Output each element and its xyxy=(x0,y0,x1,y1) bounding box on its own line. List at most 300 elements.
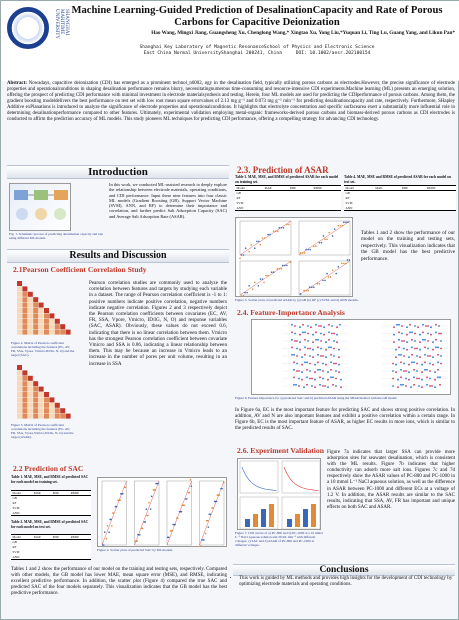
scatter-point xyxy=(326,273,328,275)
table-header-cell: MAE xyxy=(32,491,51,496)
shap-point xyxy=(301,371,303,373)
table2-caption: Table 2. MAE, MSE, and RMSE of predicted SAC for each model on test set. xyxy=(11,520,89,529)
shap-point xyxy=(322,385,324,387)
shap-point xyxy=(331,333,333,335)
shap-point xyxy=(299,334,301,336)
shap-point xyxy=(414,333,416,335)
scatter-point xyxy=(264,237,266,239)
shap-point xyxy=(296,355,298,357)
heatmap-cell xyxy=(17,381,22,386)
heatmap-cell xyxy=(22,292,27,297)
scatter-point xyxy=(278,227,280,229)
scatter-point xyxy=(141,528,143,530)
validation-text: Figure 7a indicates that larger SSA can provide more adsorption sites for seawater desalination, which is consistent with the ML results. Figure 7b indicates that higher conductivity can adsorb more salt ions. Figures 7c and 7d respectively show the ASAR values of PC-800 and PC-1000 in a 10 mmol L⁻¹ NaCl aqueous solution, as well as the difference in ASAR between PC-1000 and different ECs at a voltage of 1.2 V. In addition, the ASAR results are similar to the SAC results, indicating that SSA, AV, FR has important and unique effects on both SAC and ASAR. xyxy=(327,450,455,510)
shap-point xyxy=(335,363,337,365)
shap-point xyxy=(432,341,434,343)
shap-point xyxy=(309,355,311,357)
shap-point xyxy=(411,339,413,341)
shap-point xyxy=(395,371,397,373)
shap-point xyxy=(397,379,399,381)
table2-sac-test xyxy=(11,534,91,560)
model-name-cell: SVM xyxy=(12,506,20,510)
scatter-point xyxy=(145,508,147,510)
fit-line xyxy=(200,481,225,545)
heatmap-cell xyxy=(22,330,27,335)
fig5-scatter-grid xyxy=(235,217,353,297)
scatter-point xyxy=(324,280,326,282)
scatter-point xyxy=(262,278,264,280)
scatter-point xyxy=(332,235,334,237)
schematic-diagram xyxy=(10,184,72,232)
value-cell xyxy=(425,206,456,211)
shap-point xyxy=(395,356,397,358)
shap-point xyxy=(293,384,295,386)
scatter-point xyxy=(201,539,203,541)
scatter-sac xyxy=(98,478,228,548)
shap-point xyxy=(416,378,418,380)
shap-point xyxy=(419,341,421,343)
shap-point xyxy=(396,324,398,326)
shap-point xyxy=(419,349,421,351)
fig3-caption: Figure 3. Matrix of Pearson coefficient correlations including the features (EC, AV, FR, SSA, Vpore,Vmicro,ID/IG, N, O) and the target (ASAR). xyxy=(11,423,74,439)
scatter-point xyxy=(330,276,332,278)
shap-point xyxy=(333,363,335,365)
scatter-point xyxy=(239,258,241,260)
shap-point xyxy=(291,331,293,333)
shap-point xyxy=(419,334,421,336)
shap-point xyxy=(437,369,439,371)
heatmap-cell xyxy=(17,387,22,392)
heatmap-cell xyxy=(28,414,33,419)
scatter-point xyxy=(267,275,269,277)
scatter-point xyxy=(241,254,243,256)
scatter-point xyxy=(258,285,260,287)
scatter-point xyxy=(148,502,150,504)
heatmap-cell xyxy=(22,387,27,392)
scatter-point xyxy=(313,245,315,247)
shap-point xyxy=(320,333,322,335)
shap-point xyxy=(304,346,306,348)
shap-point xyxy=(333,348,335,350)
shap-point xyxy=(296,363,298,365)
scatter-point xyxy=(260,278,262,280)
shap-point xyxy=(317,339,319,341)
shap-point xyxy=(414,325,416,327)
shap-point xyxy=(414,348,416,350)
heatmap-cell xyxy=(33,319,38,324)
shap-point xyxy=(293,354,295,356)
scatter-point xyxy=(343,222,345,224)
shap-point xyxy=(335,385,337,387)
shap-point xyxy=(438,333,440,335)
scatter-point xyxy=(309,249,311,251)
abstract-label: Abstract: xyxy=(7,81,27,86)
heatmap-cell xyxy=(33,381,38,386)
shap-point xyxy=(421,371,423,373)
scatter-point xyxy=(282,265,284,267)
scatter-point xyxy=(205,533,207,535)
shap-point xyxy=(325,356,327,358)
table-row xyxy=(11,555,91,560)
shap-point xyxy=(435,331,437,333)
scatter-point xyxy=(347,259,349,261)
heatmap-cell xyxy=(28,392,33,397)
shap-point xyxy=(405,385,407,387)
scatter-point xyxy=(307,290,309,292)
scatter-point xyxy=(281,227,283,229)
shap-point xyxy=(421,386,423,388)
shap-point xyxy=(320,355,322,357)
shap-point xyxy=(403,348,405,350)
shap-point xyxy=(307,325,309,327)
shap-point xyxy=(397,386,399,388)
shap-point xyxy=(437,346,439,348)
shap-point xyxy=(402,384,404,386)
scatter-point xyxy=(322,280,324,282)
shap-point xyxy=(319,384,321,386)
shap-point xyxy=(323,326,325,328)
asar-text: Tables 1 and 2 show the performance of our model on the training and testing sets, respectively. This visualization indicates that the GB model has the best predictive performance. xyxy=(361,230,455,262)
shap-point xyxy=(291,324,293,326)
table-header-cell: MSE xyxy=(51,535,69,540)
shap-point xyxy=(304,339,306,341)
scatter-point xyxy=(206,520,208,522)
scatter-point xyxy=(117,499,119,501)
shap-point xyxy=(294,340,296,342)
shap-point xyxy=(427,348,429,350)
scatter-point xyxy=(188,492,190,494)
heatmap-cell xyxy=(17,292,22,297)
fig6-caption: Figure 6. Feature importance for a) predicted SAC and b) predicted ASAR using the SHAP method with the GB model. xyxy=(235,396,398,400)
shap-point xyxy=(434,371,436,373)
heatmap-cell xyxy=(49,414,54,419)
heatmap-cell xyxy=(49,324,54,329)
shap-point xyxy=(338,371,340,373)
heatmap-cell xyxy=(22,414,27,419)
heatmap-cell xyxy=(17,297,22,302)
scatter-point xyxy=(211,507,213,509)
table-header-cell: Model xyxy=(11,491,32,496)
shap-point xyxy=(298,370,300,372)
scatter-point xyxy=(256,241,258,243)
scatter-point xyxy=(120,493,122,495)
scatter-point xyxy=(307,249,309,251)
table1-caption: Table 1. MAE, MSE, and RMSE of predicted SAC for each model on training set. xyxy=(11,475,89,484)
scatter-point xyxy=(199,545,201,547)
value-cell xyxy=(51,555,69,560)
scatter-point xyxy=(208,526,210,528)
heatmap-cell xyxy=(22,319,27,324)
scatter-point xyxy=(284,265,286,267)
heatmap-cell xyxy=(55,403,60,408)
model-name-cell: GB xyxy=(12,540,17,545)
shap-point xyxy=(317,369,319,371)
shap-point xyxy=(320,325,322,327)
cdi-curves xyxy=(238,459,322,531)
shap-point xyxy=(393,334,395,336)
heatmap-cell xyxy=(22,392,27,397)
shap-point xyxy=(339,324,341,326)
shap-point xyxy=(312,334,314,336)
scatter-point xyxy=(347,222,349,224)
fig7-caption: Figure 7. CDI curves of a) PC-800 and b) PC-1000 at a 10 mmol L⁻¹ NaCl aqueous solution and 20 mL min⁻¹ with different voltages. c) SAC and d) ASAR of PC-800 and PC-1000 at different voltages. xyxy=(235,531,323,547)
heatmap-cell xyxy=(55,324,60,329)
shap-point xyxy=(291,346,293,348)
heatmap-cell xyxy=(49,408,54,413)
shap-point xyxy=(330,354,332,356)
scatter-point xyxy=(262,237,264,239)
shap-point xyxy=(294,333,296,335)
shap-point xyxy=(320,348,322,350)
heatmap-cell xyxy=(22,313,27,318)
shap-point xyxy=(296,370,298,372)
shap-point xyxy=(301,364,303,366)
shap-point xyxy=(432,349,434,351)
heatmap-cell xyxy=(17,397,22,402)
heatmap-cell xyxy=(66,414,71,419)
scatter-point xyxy=(170,530,172,532)
section-results: Results and Discussion xyxy=(7,249,229,263)
affiliation-line-2: East China Normal UniversityShanghai 200241, China DOI: 10.1002/aesr.202100154 xyxy=(143,51,371,56)
model-name-cell: RF xyxy=(345,196,350,200)
table-header-cell: MAE xyxy=(374,186,400,191)
shap-point xyxy=(403,370,405,372)
shap-point xyxy=(322,355,324,357)
heatmap-cell xyxy=(44,414,49,419)
heatmap-cell xyxy=(17,286,22,291)
shap-point xyxy=(424,369,426,371)
heatmap-cell xyxy=(17,414,22,419)
shap-point xyxy=(419,356,421,358)
scatter-point xyxy=(115,506,117,508)
shap-point xyxy=(302,331,304,333)
shap-point xyxy=(291,339,293,341)
scatter-point xyxy=(283,227,285,229)
shap-point xyxy=(440,355,442,357)
asar-heading: 2.3. Prediction of ASAR xyxy=(237,165,329,175)
shap-point xyxy=(322,370,324,372)
scatter-point xyxy=(305,290,307,292)
shap-point xyxy=(392,378,394,380)
scatter-point xyxy=(153,489,155,491)
scatter-point xyxy=(328,276,330,278)
shap-point xyxy=(293,361,295,363)
shap-point xyxy=(414,340,416,342)
scatter-point xyxy=(263,282,265,284)
fit-line xyxy=(299,261,350,295)
shap-point xyxy=(411,346,413,348)
shap-point xyxy=(429,385,431,387)
heatmap-cell xyxy=(39,408,44,413)
logo-text: SHANGHAI MARITIME UNIVERSITY xyxy=(54,9,69,39)
shap-point xyxy=(435,346,437,348)
table-header-cell: MAE xyxy=(32,535,51,540)
model-name-cell: RF xyxy=(12,501,17,505)
shap-point xyxy=(332,376,334,378)
shap-point xyxy=(398,354,400,356)
shap-point xyxy=(403,355,405,357)
shap-point xyxy=(319,369,321,371)
heatmap-cell xyxy=(17,365,22,370)
shap-beeswarm xyxy=(252,320,452,396)
pearson-heading: 2.1Pearson Coefficient Correlation Study xyxy=(13,265,147,274)
heatmap-cell xyxy=(49,397,54,402)
shap-point xyxy=(413,384,415,386)
shap-point xyxy=(336,326,338,328)
shap-point xyxy=(318,325,320,327)
table-header-cell: Model xyxy=(344,186,374,191)
scatter-point xyxy=(313,286,315,288)
scatter-point xyxy=(112,512,114,514)
scatter-point xyxy=(107,525,109,527)
heatmap-cell xyxy=(33,403,38,408)
heatmap-cell xyxy=(28,313,33,318)
shap-point xyxy=(330,361,332,363)
heatmap-cell xyxy=(39,324,44,329)
heatmap-cell xyxy=(33,408,38,413)
shap-point xyxy=(439,376,441,378)
poster-title: Machine Learning-Guided Prediction of DesalinationCapacity and Rate of Porous Carbons for Capacitive Deionization xyxy=(71,5,443,28)
heatmap-cell xyxy=(60,330,65,335)
heatmap-cell xyxy=(60,324,65,329)
heatmap-cell xyxy=(28,381,33,386)
heatmap-cell xyxy=(22,403,27,408)
shap-point xyxy=(401,333,403,335)
scatter-point xyxy=(302,252,304,254)
heatmap-cell xyxy=(17,303,22,308)
shap-point xyxy=(328,324,330,326)
fig4-scatter-grid xyxy=(97,477,227,547)
scatter-point xyxy=(245,247,247,249)
shap-point xyxy=(408,356,410,358)
shap-point xyxy=(294,325,296,327)
scatter-point xyxy=(109,519,111,521)
scatter-point xyxy=(304,252,306,254)
shap-point xyxy=(417,326,419,328)
shap-point xyxy=(435,324,437,326)
shap-point xyxy=(315,331,317,333)
table3-asar-training xyxy=(235,185,341,211)
heatmap-cell xyxy=(28,397,33,402)
table-row xyxy=(235,206,341,211)
heatmap-cell xyxy=(33,303,38,308)
scatter-point xyxy=(319,283,321,285)
shap-point xyxy=(304,331,306,333)
shap-point xyxy=(307,333,309,335)
shap-point xyxy=(424,346,426,348)
model-name-cell: SVM xyxy=(12,550,20,554)
shap-point xyxy=(299,349,301,351)
fig6-shap-plots xyxy=(251,319,451,395)
shap-point xyxy=(299,341,301,343)
table-header-cell: Model xyxy=(235,186,263,191)
scatter-point xyxy=(104,531,106,533)
scatter-point xyxy=(334,228,336,230)
heatmap-cell xyxy=(22,308,27,313)
scatter-point xyxy=(167,537,169,539)
shap-point xyxy=(426,369,428,371)
value-cell xyxy=(32,555,51,560)
scatter-point xyxy=(278,268,280,270)
scatter-point xyxy=(241,295,243,297)
table-header-cell: MSE xyxy=(400,186,425,191)
scatter-point xyxy=(111,525,113,527)
heatmap-cell xyxy=(22,381,27,386)
shap-point xyxy=(440,333,442,335)
cdi-bar xyxy=(311,504,316,527)
model-name-cell: ANN xyxy=(235,206,263,211)
shap-point xyxy=(314,371,316,373)
scatter-point xyxy=(246,292,248,294)
shap-point xyxy=(307,340,309,342)
table-header-cell: RMSE xyxy=(69,491,91,496)
scatter-point xyxy=(260,244,262,246)
shap-point xyxy=(427,333,429,335)
heatmap-cell xyxy=(17,308,22,313)
heatmap-cell xyxy=(39,414,44,419)
table-header-cell: MSE xyxy=(51,491,69,496)
shap-point xyxy=(424,339,426,341)
scatter-point xyxy=(288,224,290,226)
heatmap-cell xyxy=(33,392,38,397)
shap-point xyxy=(335,378,337,380)
scatter-point xyxy=(134,540,136,542)
shap-point xyxy=(400,354,402,356)
doi: DOI: 10.1002/aesr.202100154 xyxy=(295,51,371,56)
heatmap-cell xyxy=(55,330,60,335)
heatmap-cell xyxy=(44,397,49,402)
heatmap-cell xyxy=(28,408,33,413)
scatter-point xyxy=(281,268,283,270)
heatmap-cell xyxy=(28,303,33,308)
shap-point xyxy=(398,324,400,326)
shap-point xyxy=(432,356,434,358)
heatmap-cell xyxy=(55,414,60,419)
heatmap-cell xyxy=(28,324,33,329)
heatmap-cell xyxy=(33,313,38,318)
heatmap-cell xyxy=(33,324,38,329)
scatter-point xyxy=(273,230,275,232)
shap-point xyxy=(440,348,442,350)
heatmap-cell xyxy=(22,286,27,291)
shap-point xyxy=(325,349,327,351)
shap-point xyxy=(392,363,394,365)
scatter-point xyxy=(214,501,216,503)
shap-point xyxy=(416,355,418,357)
shap-point xyxy=(406,326,408,328)
shap-point xyxy=(325,341,327,343)
scatter-point xyxy=(250,244,252,246)
scatter-point xyxy=(172,524,174,526)
heatmap-cell xyxy=(33,330,38,335)
heatmap-cell xyxy=(17,403,22,408)
shap-point xyxy=(327,386,329,388)
value-cell xyxy=(69,555,91,560)
heatmap-cell xyxy=(55,408,60,413)
shap-point xyxy=(331,325,333,327)
shap-point xyxy=(416,348,418,350)
scatter-point xyxy=(254,247,256,249)
heatmap-cell xyxy=(22,370,27,375)
shap-point xyxy=(309,348,311,350)
model-name-cell: GB xyxy=(12,496,17,501)
heatmap-cell xyxy=(39,387,44,392)
shap-point xyxy=(437,361,439,363)
shap-point xyxy=(425,325,427,327)
scatter-point xyxy=(150,508,152,510)
intro-schematic xyxy=(9,183,71,231)
shap-point xyxy=(440,340,442,342)
